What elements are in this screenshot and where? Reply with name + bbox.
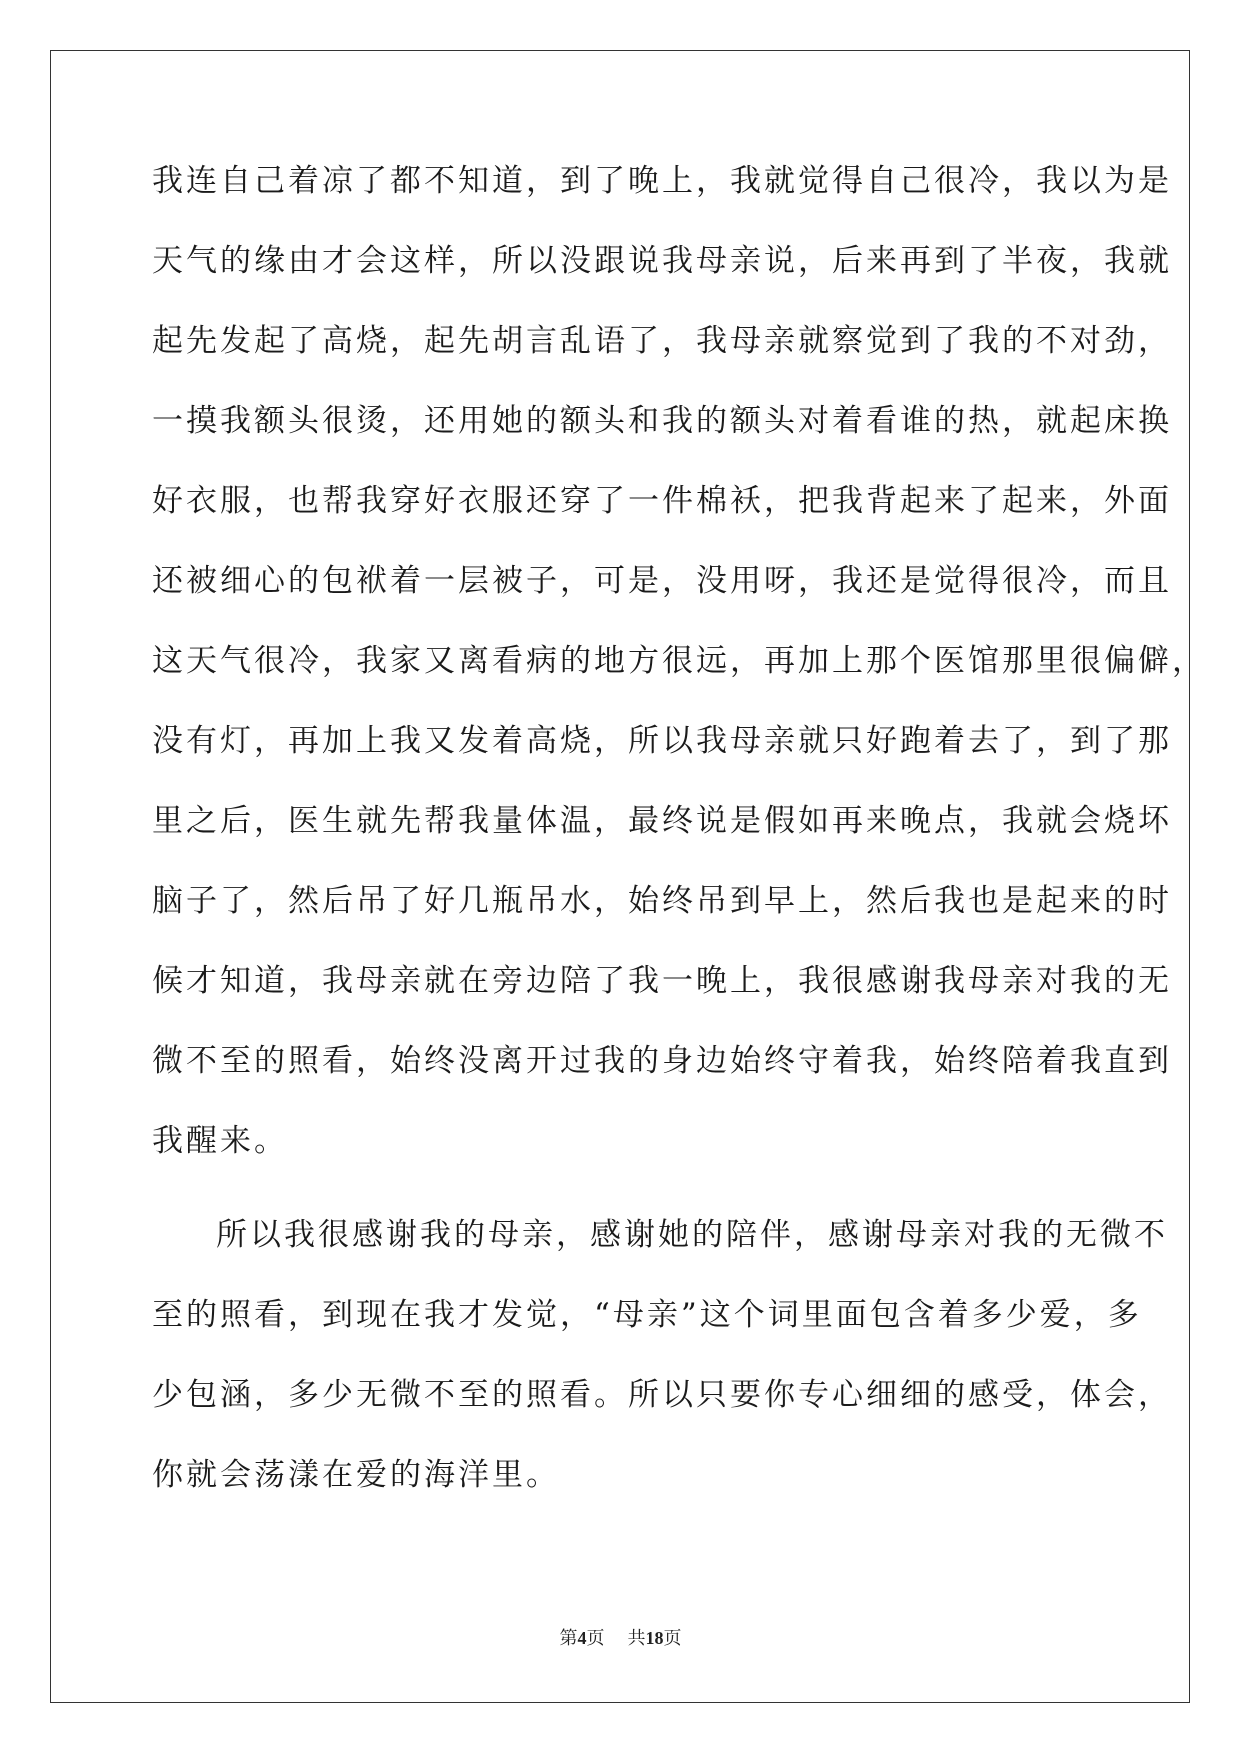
footer-total-prefix: 共	[627, 1628, 646, 1649]
text-line: 好衣服，也帮我穿好衣服还穿了一件棉袄，把我背起来了起来，外面	[152, 483, 1172, 519]
text-line: 至的照看，到现在我才发觉，“母亲”这个词里面包含着多少爱，多	[152, 1297, 1142, 1333]
text-line: 少包涵，多少无微不至的照看。所以只要你专心细细的感受，体会，	[152, 1377, 1172, 1413]
paragraph-1	[152, 162, 1206, 1202]
text-line: 没有灯，再加上我又发着高烧，所以我母亲就只好跑着去了，到了那	[152, 723, 1172, 759]
paragraph-spacer	[152, 1202, 1104, 1216]
text-line: 我醒来。	[152, 1123, 288, 1159]
text-line: 微不至的照看，始终没离开过我的身边始终守着我，始终陪着我直到	[152, 1043, 1172, 1079]
text-line: 还被细心的包袱着一层被子，可是，没用呀，我还是觉得很冷，而且	[152, 563, 1172, 599]
text-line: 起先发起了高烧，起先胡言乱语了，我母亲就察觉到了我的不对劲，	[152, 323, 1172, 359]
footer-page-suffix: 页	[586, 1628, 605, 1649]
total-page-count: 18	[645, 1628, 664, 1648]
paragraph-2	[152, 1216, 1172, 1536]
page-footer	[0, 1624, 1241, 1650]
text-line: 里之后，医生就先帮我量体温，最终说是假如再来晚点，我就会烧坏	[152, 803, 1172, 839]
text-line: 候才知道，我母亲就在旁边陪了我一晚上，我很感谢我母亲对我的无	[152, 963, 1172, 999]
text-line: 我连自己着凉了都不知道，到了晚上，我就觉得自己很冷，我以为是	[152, 163, 1172, 199]
text-line: 天气的缘由才会这样，所以没跟说我母亲说，后来再到了半夜，我就	[152, 243, 1172, 279]
current-page-number: 4	[577, 1628, 587, 1648]
footer-total-suffix: 页	[663, 1628, 682, 1649]
document-body	[152, 162, 1206, 1536]
text-line: 脑子了，然后吊了好几瓶吊水，始终吊到早上，然后我也是起来的时	[152, 883, 1172, 919]
text-line: 一摸我额头很烫，还用她的额头和我的额头对着看谁的热，就起床换	[152, 403, 1172, 439]
text-line: 所以我很感谢我的母亲，感谢她的陪伴，感谢母亲对我的无微不	[216, 1217, 1168, 1253]
text-line: 你就会荡漾在爱的海洋里。	[152, 1457, 560, 1493]
text-line: 这天气很冷，我家又离看病的地方很远，再加上那个医馆那里很偏僻，	[152, 643, 1206, 679]
footer-prefix: 第	[559, 1628, 578, 1649]
